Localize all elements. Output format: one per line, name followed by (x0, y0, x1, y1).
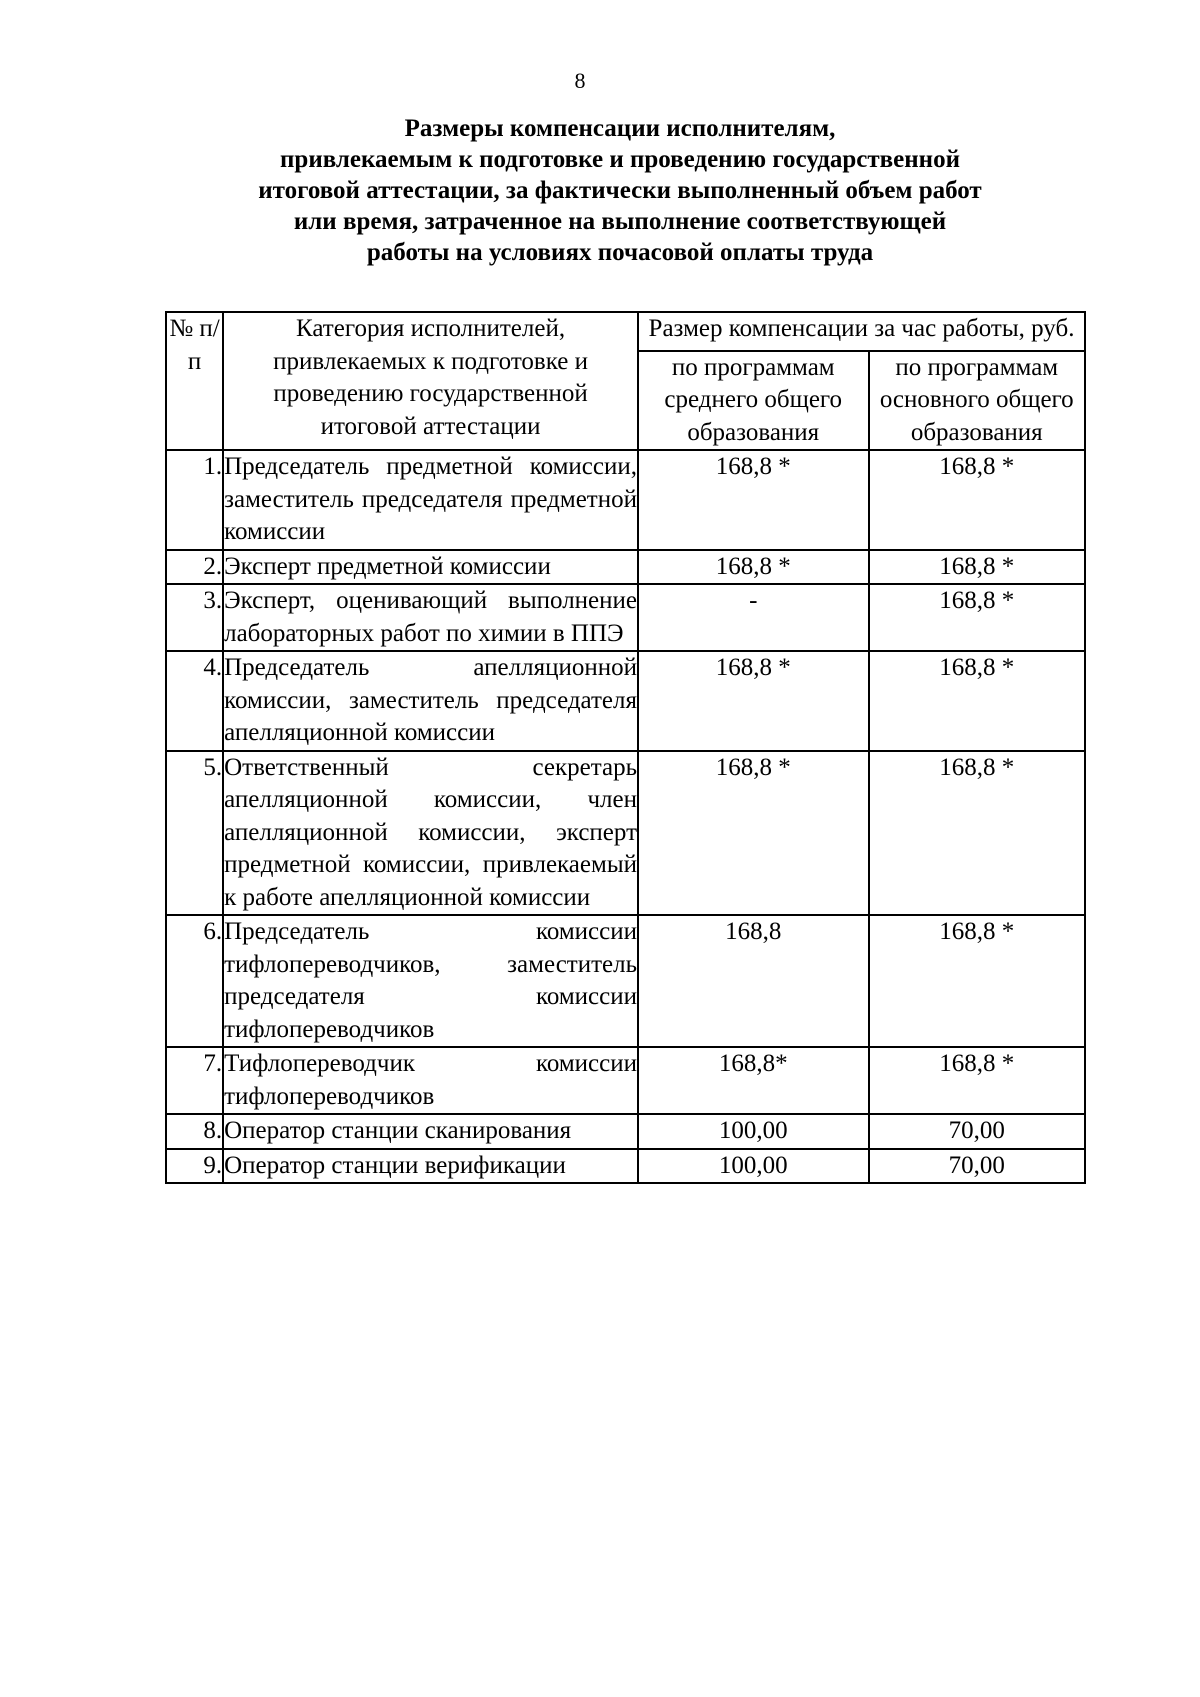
row-number: 9. (166, 1149, 223, 1184)
table-row (166, 550, 1085, 585)
row-category: Ответственный секретарь апелляционной комиссии, член апелляционной комиссии, эксперт предметной комиссии, привлекаемый к работе апелляционной комиссии (223, 751, 638, 916)
row-basic-value: 168,8 * (869, 584, 1086, 651)
row-category: Председатель комиссии тифлопереводчиков, заместитель председателя комиссии тифлопереводчиков (223, 915, 638, 1047)
row-number: 1. (166, 450, 223, 550)
table-row (166, 1114, 1085, 1149)
row-category: Эксперт, оценивающий выполнение лабораторных работ по химии в ППЭ (223, 584, 638, 651)
header-num: № п/п (166, 312, 223, 450)
table-row (166, 915, 1085, 1047)
row-category: Оператор станции верификации (223, 1149, 638, 1184)
header-compensation: Размер компенсации за час работы, руб. (638, 312, 1085, 351)
table-row (166, 751, 1085, 916)
row-secondary-value: 168,8 * (638, 550, 869, 585)
table-row (166, 1149, 1085, 1184)
row-secondary-value: 168,8 * (638, 450, 869, 550)
row-secondary-value: - (638, 584, 869, 651)
row-basic-value: 70,00 (869, 1149, 1086, 1184)
title-line: привлекаемым к подготовке и проведению государственной (280, 146, 960, 173)
row-secondary-value: 100,00 (638, 1149, 869, 1184)
header-basic: по программам основного общего образования (869, 351, 1086, 451)
row-basic-value: 168,8 * (869, 450, 1086, 550)
title-line: работы на условиях почасовой оплаты труда (366, 239, 874, 266)
row-secondary-value: 168,8 (638, 915, 869, 1047)
row-basic-value: 168,8 * (869, 1047, 1086, 1114)
table-header-row (166, 312, 1085, 351)
title-line: итоговой аттестации, за фактически выполненный объем работ (258, 177, 982, 204)
row-category: Председатель апелляционной комиссии, заместитель председателя апелляционной комиссии (223, 651, 638, 751)
row-category: Оператор станции сканирования (223, 1114, 638, 1149)
row-secondary-value: 168,8* (638, 1047, 869, 1114)
row-category: Эксперт предметной комиссии (223, 550, 638, 585)
row-secondary-value: 168,8 * (638, 751, 869, 916)
header-secondary: по программам среднего общего образования (638, 351, 869, 451)
row-number: 3. (166, 584, 223, 651)
table-row (166, 651, 1085, 751)
page-number: 8 (574, 68, 586, 93)
row-number: 7. (166, 1047, 223, 1114)
table-row (166, 584, 1085, 651)
row-number: 2. (166, 550, 223, 585)
row-secondary-value: 100,00 (638, 1114, 869, 1149)
row-category: Председатель предметной комиссии, заместитель председателя предметной комиссии (223, 450, 638, 550)
document-title (200, 113, 1040, 268)
row-basic-value: 168,8 * (869, 651, 1086, 751)
row-basic-value: 168,8 * (869, 915, 1086, 1047)
compensation-table (165, 311, 1086, 1184)
row-number: 8. (166, 1114, 223, 1149)
row-secondary-value: 168,8 * (638, 651, 869, 751)
row-number: 4. (166, 651, 223, 751)
row-basic-value: 70,00 (869, 1114, 1086, 1149)
header-category: Категория исполнителей, привлекаемых к подготовке и проведению государственной итоговой аттестации (223, 312, 638, 450)
row-number: 5. (166, 751, 223, 916)
row-basic-value: 168,8 * (869, 751, 1086, 916)
row-number: 6. (166, 915, 223, 1047)
title-line: или время, затраченное на выполнение соответствующей (293, 208, 947, 235)
row-basic-value: 168,8 * (869, 550, 1086, 585)
table-row (166, 1047, 1085, 1114)
row-category: Тифлопереводчик комиссии тифлопереводчиков (223, 1047, 638, 1114)
table-row (166, 450, 1085, 550)
title-line: Размеры компенсации исполнителям, (404, 115, 836, 142)
